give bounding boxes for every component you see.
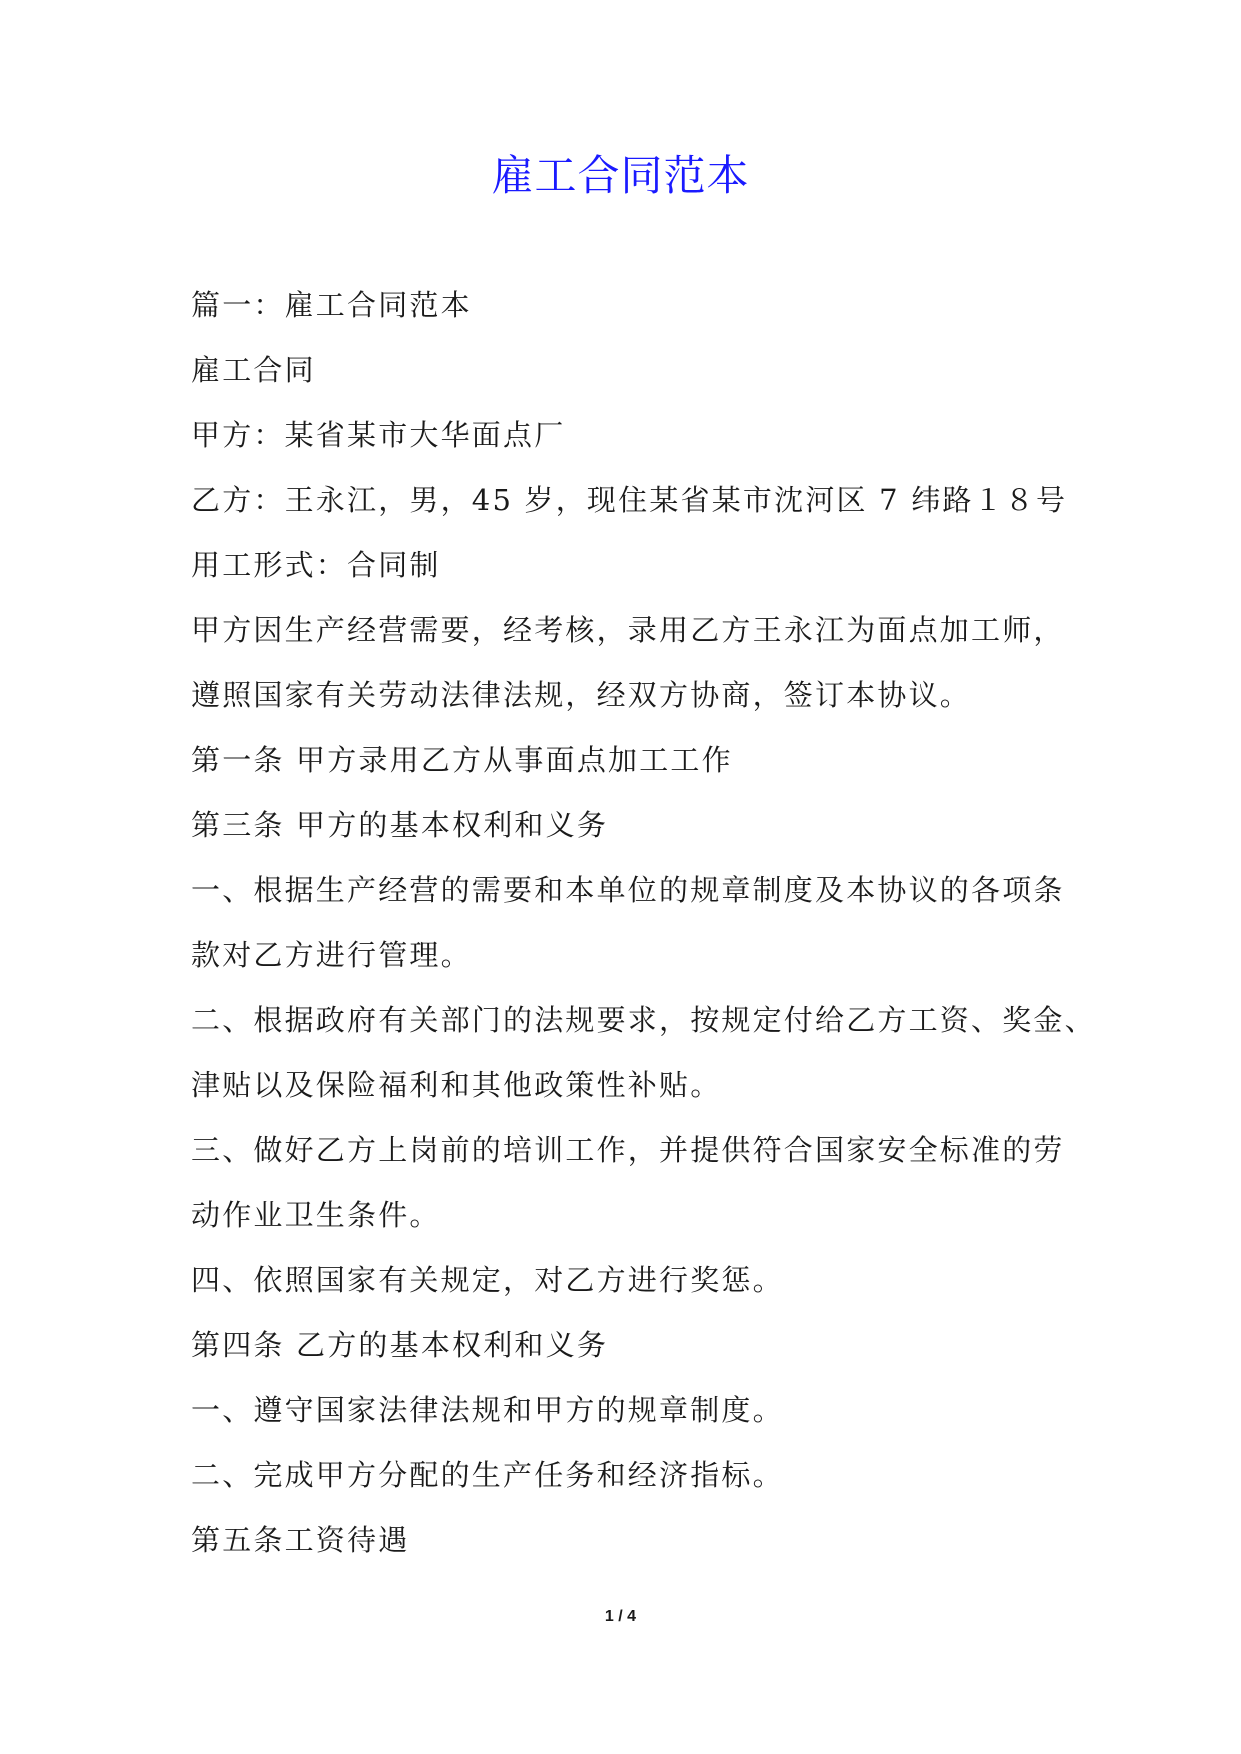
document-title: 雇工合同范本: [491, 151, 750, 200]
body-line: 乙方：王永江，男，45 岁，现住某省某市沈河区 7 纬路１８号: [191, 483, 1068, 517]
body-line: 第一条 甲方录用乙方从事面点加工工作: [191, 743, 733, 777]
body-line: 一、遵守国家法律法规和甲方的规章制度。: [191, 1393, 784, 1427]
body-line: 雇工合同: [191, 353, 316, 387]
body-line: 四、依照国家有关规定，对乙方进行奖惩。: [191, 1263, 784, 1297]
body-line: 动作业卫生条件。: [191, 1198, 441, 1232]
body-line: 第三条 甲方的基本权利和义务: [191, 808, 609, 842]
body-line: 一、根据生产经营的需要和本单位的规章制度及本协议的各项条: [191, 873, 1065, 907]
body-line: 三、做好乙方上岗前的培训工作，并提供符合国家安全标准的劳: [191, 1133, 1065, 1167]
document-body: [191, 285, 1096, 1585]
body-line: 第五条工资待遇: [191, 1523, 410, 1557]
body-line: 二、完成甲方分配的生产任务和经济指标。: [191, 1458, 784, 1492]
body-line: 第四条 乙方的基本权利和义务: [191, 1328, 609, 1362]
body-line: 用工形式：合同制: [191, 548, 441, 582]
page-number: 1 / 4: [604, 1608, 637, 1625]
body-line: 遵照国家有关劳动法律法规，经双方协商，签订本协议。: [191, 678, 972, 712]
body-line: 款对乙方进行管理。: [191, 938, 472, 972]
body-line: 津贴以及保险福利和其他政策性补贴。: [191, 1068, 722, 1102]
body-line: 二、根据政府有关部门的法规要求，按规定付给乙方工资、奖金、: [191, 1003, 1096, 1037]
body-line: 甲方：某省某市大华面点厂: [191, 418, 566, 452]
body-line: 甲方因生产经营需要，经考核，录用乙方王永江为面点加工师，: [191, 613, 1065, 647]
body-line: 篇一：雇工合同范本: [191, 288, 472, 322]
